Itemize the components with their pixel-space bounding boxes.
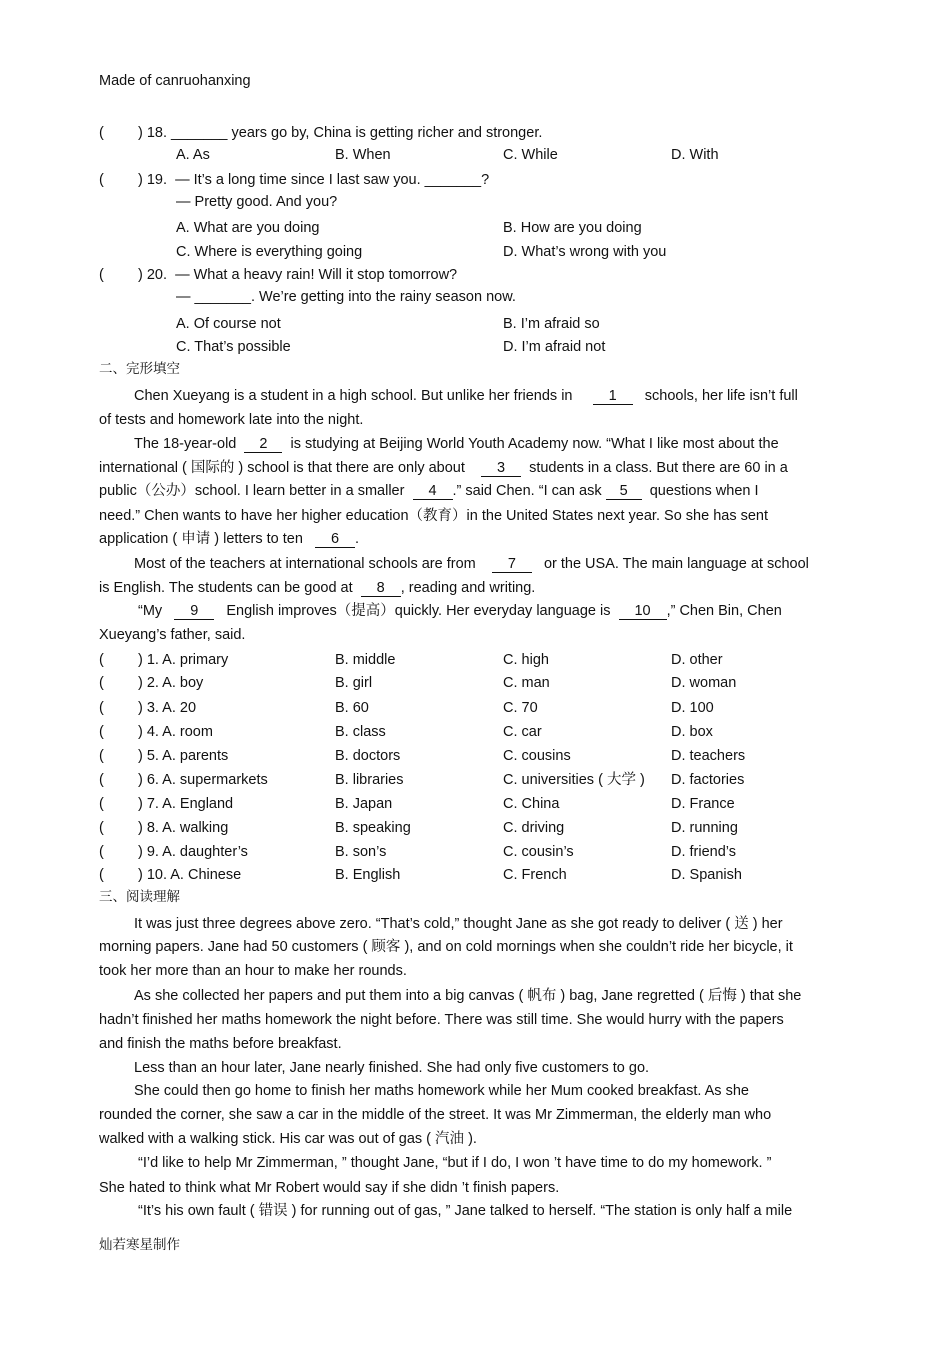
cloze-option-d: D. friend’s <box>671 844 737 860</box>
q20-option-a: A. Of course not <box>176 316 281 332</box>
page-footer: 灿若寒星制作 <box>99 1237 180 1253</box>
cloze-option-b: B. middle <box>335 652 396 668</box>
cloze-blank-6: 6 <box>315 532 355 548</box>
cloze-option-d: D. Spanish <box>671 867 742 883</box>
cloze-option-bracket: ( <box>99 724 104 740</box>
cloze-option-b: B. speaking <box>335 820 411 836</box>
q19-bracket: ( <box>99 172 104 188</box>
cloze-paragraph-4-line-1: “My 9 English improves（提高）quickly. Her everyday language is 10 ,” Chen Bin, Chen <box>138 603 782 619</box>
reading-line-13: “It’s his own fault ( 错误 ) for running out of gas, ” Jane talked to herself. “The station is only half a mile <box>138 1203 793 1219</box>
cloze-option-a: ) 8. A. walking <box>138 820 229 836</box>
cloze-option-c: C. car <box>503 724 542 740</box>
cloze-blank-8: 8 <box>361 581 401 597</box>
page-header: Made of canruohanxing <box>99 73 251 89</box>
cloze-blank-5: 5 <box>606 484 642 500</box>
q20-bracket: ( <box>99 267 104 283</box>
cloze-paragraph-2-line-4: need.” Chen wants to have her higher education（教育）in the United States next year. So she has sent <box>99 508 769 524</box>
cloze-option-c: C. man <box>503 675 550 691</box>
cloze-option-b: B. son’s <box>335 844 387 860</box>
reading-line-11: “I’d like to help Mr Zimmerman, ” thought Jane, “but if I do, I won ’t have time to do my homework. ” <box>138 1155 772 1171</box>
section-3-title: 三、阅读理解 <box>99 889 180 905</box>
cloze-option-a: ) 7. A. England <box>138 796 234 812</box>
q18-bracket: ( <box>99 125 104 141</box>
reading-line-8: She could then go home to finish her maths homework while her Mum cooked breakfast. As she <box>134 1083 749 1099</box>
cloze-option-b: B. libraries <box>335 772 404 788</box>
cloze-paragraph-2-line-5: application ( 申请 ) letters to ten 6 . <box>99 531 360 547</box>
cloze-option-bracket: ( <box>99 652 104 668</box>
section-2-title: 二、完形填空 <box>99 361 180 377</box>
cloze-option-bracket: ( <box>99 748 104 764</box>
cloze-option-a: ) 4. A. room <box>138 724 213 740</box>
cloze-option-d: D. France <box>671 796 735 812</box>
cloze-option-d: D. running <box>671 820 738 836</box>
cloze-blank-3: 3 <box>481 461 521 477</box>
q18-option-d: D. With <box>671 147 719 163</box>
reading-line-5: hadn’t finished her maths homework the night before. There was still time. She would hurry with the papers <box>99 1012 784 1028</box>
q19-option-a: A. What are you doing <box>176 220 320 236</box>
reading-line-1: It was just three degrees above zero. “That’s cold,” thought Jane as she got ready to deliver ( 送 ) her <box>134 916 783 932</box>
cloze-option-c: C. 70 <box>503 700 538 716</box>
cloze-paragraph-1-line-2: of tests and homework late into the night. <box>99 412 364 428</box>
cloze-option-bracket: ( <box>99 796 104 812</box>
q20-stem: ) 20. — What a heavy rain! Will it stop tomorrow? <box>138 267 458 283</box>
q20-reply: — _______. We’re getting into the rainy season now. <box>176 289 516 305</box>
cloze-paragraph-3-line-2: is English. The students can be good at 8 , reading and writing. <box>99 580 536 596</box>
cloze-option-c: C. high <box>503 652 549 668</box>
reading-line-4: As she collected her papers and put them into a big canvas ( 帆布 ) bag, Jane regretted ( 后悔 ) that she <box>134 988 802 1004</box>
cloze-option-a: ) 6. A. supermarkets <box>138 772 268 788</box>
cloze-blank-2: 2 <box>244 437 282 453</box>
cloze-option-a: ) 3. A. 20 <box>138 700 197 716</box>
cloze-option-a: ) 2. A. boy <box>138 675 204 691</box>
q19-option-b: B. How are you doing <box>503 220 642 236</box>
cloze-option-a: ) 10. A. Chinese <box>138 867 242 883</box>
cloze-paragraph-4-line-2: Xueyang’s father, said. <box>99 627 246 643</box>
reading-line-9: rounded the corner, she saw a car in the middle of the street. It was Mr Zimmerman, the elderly man who <box>99 1107 772 1123</box>
reading-line-10: walked with a walking stick. His car was out of gas ( 汽油 ). <box>99 1131 477 1147</box>
cloze-option-bracket: ( <box>99 820 104 836</box>
cloze-option-d: D. woman <box>671 675 737 691</box>
cloze-option-b: B. class <box>335 724 386 740</box>
cloze-option-b: B. Japan <box>335 796 393 812</box>
q19-reply: — Pretty good. And you? <box>176 194 338 210</box>
q20-option-c: C. That’s possible <box>176 339 291 355</box>
cloze-option-b: B. English <box>335 867 401 883</box>
cloze-option-c: C. cousins <box>503 748 571 764</box>
cloze-option-d: D. box <box>671 724 713 740</box>
cloze-option-b: B. girl <box>335 675 373 691</box>
reading-line-6: and finish the maths before breakfast. <box>99 1036 342 1052</box>
cloze-option-bracket: ( <box>99 867 104 883</box>
q18-option-b: B. When <box>335 147 391 163</box>
cloze-option-bracket: ( <box>99 700 104 716</box>
cloze-paragraph-3-line-1: Most of the teachers at international schools are from 7 or the USA. The main language at school <box>134 556 809 572</box>
cloze-option-bracket: ( <box>99 675 104 691</box>
q20-option-b: B. I’m afraid so <box>503 316 600 332</box>
cloze-paragraph-2-line-2: international ( 国际的 ) school is that there are only about 3 students in a class. But there are 60 in a <box>99 460 788 476</box>
cloze-option-c: C. China <box>503 796 560 812</box>
cloze-paragraph-2-line-1: The 18-year-old 2 is studying at Beijing World Youth Academy now. “What I like most about the <box>134 436 779 452</box>
cloze-blank-4: 4 <box>413 484 453 500</box>
reading-line-7: Less than an hour later, Jane nearly finished. She had only five customers to go. <box>134 1060 650 1076</box>
q18-stem: ) 18. _______ years go by, China is getting richer and stronger. <box>138 125 543 141</box>
cloze-option-bracket: ( <box>99 844 104 860</box>
cloze-option-d: D. factories <box>671 772 745 788</box>
cloze-option-c: C. French <box>503 867 567 883</box>
cloze-option-a: ) 9. A. daughter’s <box>138 844 248 860</box>
cloze-option-d: D. teachers <box>671 748 746 764</box>
q18-option-a: A. As <box>176 147 210 163</box>
cloze-blank-10: 10 <box>619 604 667 620</box>
cloze-paragraph-2-line-3: public（公办）school. I learn better in a smaller 4 .” said Chen. “I can ask 5 questions when I <box>99 483 759 499</box>
q19-option-d: D. What’s wrong with you <box>503 244 667 260</box>
cloze-paragraph-1-line-1: Chen Xueyang is a student in a high school. But unlike her friends in 1 schools, her life isn’t full <box>134 388 798 404</box>
cloze-option-a: ) 5. A. parents <box>138 748 229 764</box>
q20-option-d: D. I’m afraid not <box>503 339 606 355</box>
cloze-blank-7: 7 <box>492 557 532 573</box>
cloze-option-bracket: ( <box>99 772 104 788</box>
cloze-option-b: B. doctors <box>335 748 401 764</box>
cloze-option-c: C. universities ( 大学 ) <box>503 772 645 788</box>
q19-stem: ) 19. — It’s a long time since I last saw you. _______? <box>138 172 490 188</box>
q18-option-c: C. While <box>503 147 558 163</box>
cloze-option-c: C. driving <box>503 820 565 836</box>
reading-line-12: She hated to think what Mr Robert would say if she didn ’t finish papers. <box>99 1180 560 1196</box>
cloze-option-a: ) 1. A. primary <box>138 652 229 668</box>
cloze-blank-9: 9 <box>174 604 214 620</box>
cloze-option-b: B. 60 <box>335 700 369 716</box>
q19-option-c: C. Where is everything going <box>176 244 363 260</box>
cloze-option-d: D. 100 <box>671 700 714 716</box>
reading-line-3: took her more than an hour to make her rounds. <box>99 963 407 979</box>
reading-line-2: morning papers. Jane had 50 customers ( 顾客 ), and on cold mornings when she couldn’t ride her bicycle, it <box>99 939 793 955</box>
cloze-option-c: C. cousin’s <box>503 844 574 860</box>
cloze-option-d: D. other <box>671 652 723 668</box>
cloze-blank-1: 1 <box>593 389 633 405</box>
